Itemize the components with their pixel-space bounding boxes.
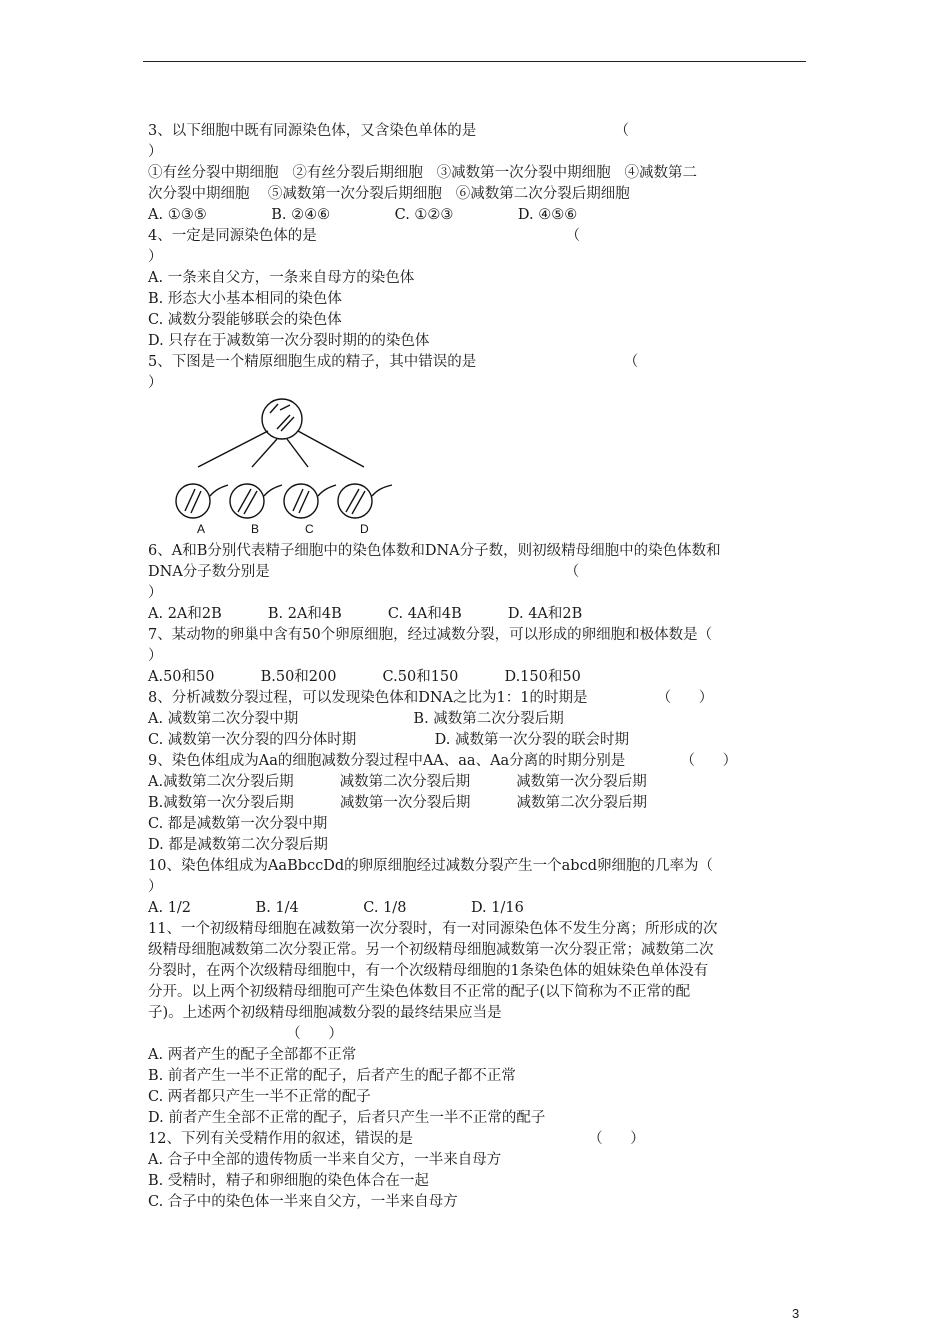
q12-option-c: C. 合子中的染色体一半来自父方，一半来自母方: [148, 1194, 458, 1210]
figure-label-d: D: [360, 522, 369, 536]
q9-option-b: B.减数第一次分裂后期 减数第一次分裂后期 减数第二次分裂后期: [148, 795, 647, 811]
q11-option-b: B. 前者产生一半不正常的配子，后者产生的配子都不正常: [148, 1068, 516, 1084]
q7-stem: 7、某动物的卵巢中含有50个卵原细胞，经过减数分裂，可以形成的卵细胞和极体数是（: [148, 627, 713, 643]
q9-option-a: A.减数第二次分裂后期 减数第二次分裂后期 减数第一次分裂后期: [148, 774, 647, 790]
figure-label-b: B: [251, 522, 260, 536]
q11-option-a: A. 两者产生的配子全部都不正常: [148, 1047, 357, 1063]
sperm-c: [284, 484, 336, 518]
q3-items-2: 次分裂中期细胞 ⑤减数第一次分裂后期细胞 ⑥减数第二次分裂后期细胞: [148, 186, 630, 202]
q11-stem-2: 级精母细胞减数第二次分裂正常。另一个初级精母细胞减数第一次分裂正常；减数第二次: [148, 942, 714, 958]
figure-label-a: A: [197, 522, 206, 536]
q12-option-b: B. 受精时，精子和卵细胞的染色体合在一起: [148, 1173, 429, 1189]
q7-bracket: ）: [148, 648, 163, 664]
q12-option-a: A. 合子中全部的遗传物质一半来自父方，一半来自母方: [148, 1152, 502, 1168]
q6-bracket: ）: [148, 585, 163, 601]
q11-bracket: （ ）: [148, 1026, 343, 1042]
q9-option-c: C. 都是减数第一次分裂中期: [148, 816, 328, 832]
q7-options: A.50和50 B.50和200 C.50和150 D.150和50: [148, 669, 581, 685]
q3-stem: 3、以下细胞中既有同源染色体，又含染色单体的是 （: [148, 123, 629, 139]
q5-bracket: ）: [148, 375, 163, 391]
header-rule: [143, 61, 806, 62]
q8-options-ab: A. 减数第二次分裂中期 B. 减数第二次分裂后期: [148, 711, 564, 727]
q6-options: A. 2A和2B B. 2A和4B C. 4A和4B D. 4A和2B: [148, 606, 583, 622]
q6-stem-1: 6、A和B分别代表精子细胞中的染色体数和DNA分子数，则初级精母细胞中的染色体数和: [148, 543, 721, 559]
figure-label-c: C: [305, 522, 314, 536]
q11-option-d: D. 前者产生全部不正常的配子，后者只产生一半不正常的配子: [148, 1110, 546, 1126]
q4-option-c: C. 减数分裂能够联会的染色体: [148, 312, 342, 328]
q12-stem: 12、下列有关受精作用的叙述，错误的是 （ ）: [148, 1131, 645, 1147]
q4-option-a: A. 一条来自父方，一条来自母方的染色体: [148, 270, 415, 286]
sperm-d: [338, 484, 392, 518]
q9-option-d: D. 都是减数第二次分裂后期: [148, 837, 328, 853]
parent-cell: [262, 399, 302, 439]
q3-options: A. ①③⑤ B. ②④⑥ C. ①②③ D. ④⑤⑥: [148, 207, 578, 223]
q9-stem: 9、染色体组成为Aa的细胞减数分裂过程中AA、aa、Aa分离的时期分别是 （ ）: [148, 753, 738, 769]
q3-items-1: ①有丝分裂中期细胞 ②有丝分裂后期细胞 ③减数第一次分裂中期细胞 ④减数第二: [148, 165, 697, 181]
q6-stem-2: DNA分子数分别是 （: [148, 564, 580, 580]
q5-stem: 5、下图是一个精原细胞生成的精子，其中错误的是 （: [148, 354, 639, 370]
q11-stem-5: 子)。上述两个初级精母细胞减数分裂的最终结果应当是: [148, 1005, 502, 1021]
spermatogenesis-figure: [160, 393, 400, 541]
q4-bracket: ）: [148, 249, 163, 265]
q10-bracket: ）: [148, 879, 163, 895]
q11-option-c: C. 两者都只产生一半不正常的配子: [148, 1089, 371, 1105]
page-number: 3: [792, 1306, 800, 1321]
q3-bracket: ）: [148, 144, 163, 160]
q11-stem-1: 11、一个初级精母细胞在减数第一次分裂时，有一对同源染色体不发生分离；所形成的次: [148, 921, 718, 937]
sperm-a: [176, 484, 228, 518]
q4-stem: 4、一定是同源染色体的是 （: [148, 228, 581, 244]
sperm-b: [230, 484, 282, 518]
q4-option-d: D. 只存在于减数第一次分裂时期的的染色体: [148, 333, 430, 349]
q11-stem-4: 分开。以上两个初级精母细胞可产生染色体数目不正常的配子(以下简称为不正常的配: [148, 984, 691, 1000]
q4-option-b: B. 形态大小基本相同的染色体: [148, 291, 342, 307]
q8-stem: 8、分析减数分裂过程，可以发现染色体和DNA之比为1：1的时期是 （ ）: [148, 690, 714, 706]
q10-options: A. 1/2 B. 1/4 C. 1/8 D. 1/16: [148, 900, 524, 916]
q10-stem: 10、染色体组成为AaBbccDd的卵原细胞经过减数分裂产生一个abcd卵细胞的几率为（: [148, 858, 713, 874]
q11-stem-3: 分裂时，在两个次级精母细胞中，有一个次级精母细胞的1条染色体的姐妹染色单体没有: [148, 963, 709, 979]
q8-options-cd: C. 减数第一次分裂的四分体时期 D. 减数第一次分裂的联会时期: [148, 732, 629, 748]
